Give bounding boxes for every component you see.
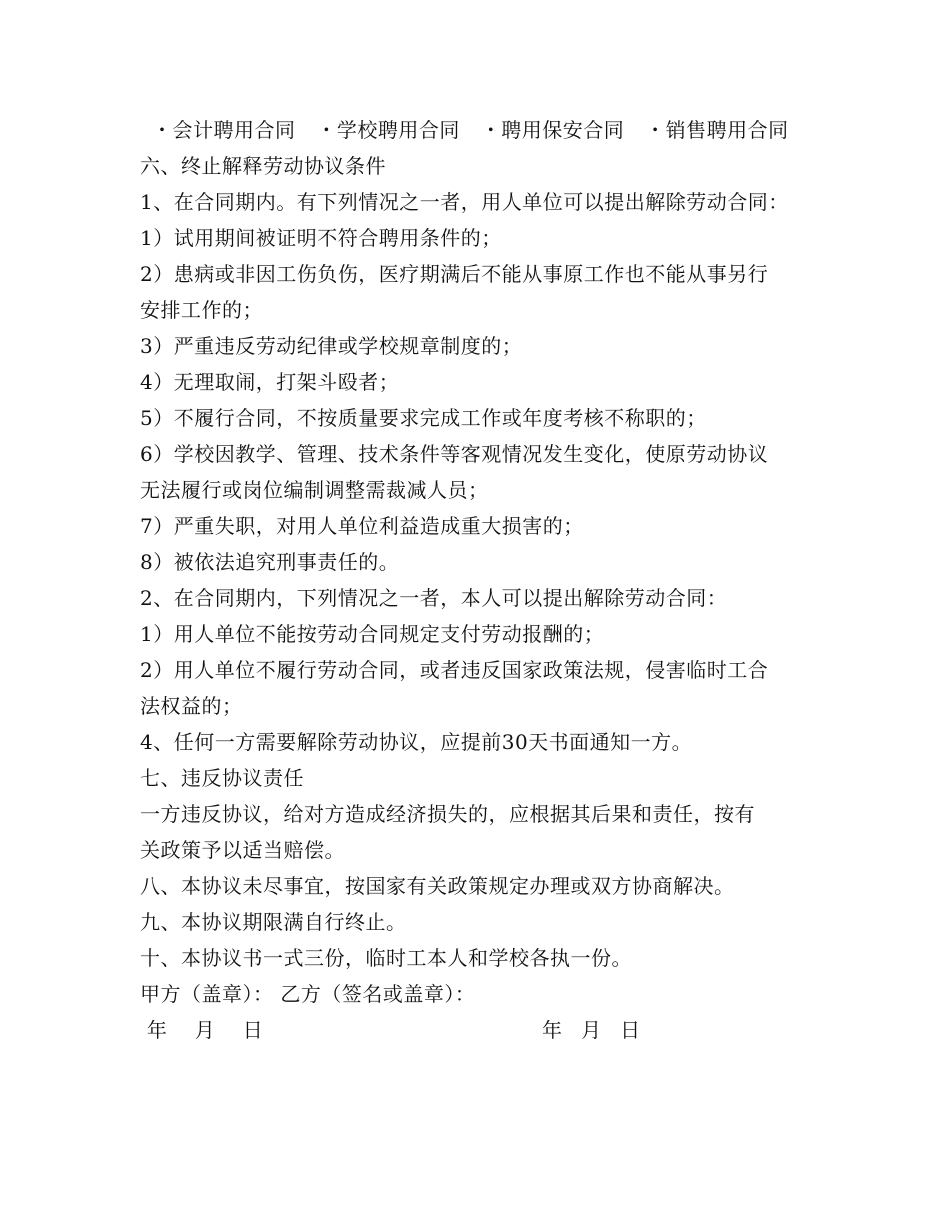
clause-employee-termination: 2、在合同期内，下列情况之一者，本人可以提出解除劳动合同：	[140, 586, 728, 610]
clause-liability-continued: 关政策予以适当赔偿。	[140, 838, 345, 862]
clause-item: 6）学校因教学、管理、技术条件等客观情况发生变化，使原劳动协议	[140, 442, 769, 466]
section-ten: 十、本协议书一式三份，临时工本人和学校各执一份。	[140, 946, 632, 970]
clause-item-continued: 安排工作的；	[140, 298, 263, 322]
clause-employer-termination: 1、在合同期内。有下列情况之一者，用人单位可以提出解除劳动合同：	[140, 190, 789, 214]
related-link-accounting-contract[interactable]: ・会计聘用合同	[152, 118, 296, 142]
clause-item: 2）用人单位不履行劳动合同，或者违反国家政策法规，侵害临时工合	[140, 658, 769, 682]
related-link-security-contract[interactable]: ・聘用保安合同	[480, 118, 625, 142]
clause-item: 4）无理取闹，打架斗殴者；	[140, 370, 400, 394]
clause-liability: 一方违反协议，给对方造成经济损失的，应根据其后果和责任，按有	[140, 802, 755, 826]
clause-item: 5）不履行合同，不按质量要求完成工作或年度考核不称职的；	[140, 406, 707, 430]
clause-item: 1）用人单位不能按劳动合同规定支付劳动报酬的；	[140, 622, 605, 646]
clause-item: 1）试用期间被证明不符合聘用条件的；	[140, 226, 502, 250]
signature-date-party-a: 年 月 日	[140, 1018, 264, 1042]
related-link-sales-contract[interactable]: ・销售聘用合同	[645, 118, 789, 142]
clause-item-continued: 法权益的；	[140, 694, 243, 718]
clause-item-continued: 无法履行或岗位编制调整需裁减人员；	[140, 478, 489, 502]
clause-item: 3）严重违反劳动纪律或学校规章制度的；	[140, 334, 523, 358]
section-six-heading: 六、终止解释劳动协议条件	[140, 154, 386, 178]
signature-parties: 甲方（盖章）： 乙方（签名或盖章）：	[140, 982, 476, 1006]
clause-item: 7）严重失职，对用人单位利益造成重大损害的；	[140, 514, 584, 538]
section-eight: 八、本协议未尽事宜，按国家有关政策规定办理或双方协商解决。	[140, 874, 735, 898]
section-nine: 九、本协议期限满自行终止。	[140, 910, 407, 934]
clause-notice-period: 4、任何一方需要解除劳动协议，应提前30天书面通知一方。	[140, 730, 693, 754]
clause-item: 2）患病或非因工伤负伤，医疗期满后不能从事原工作也不能从事另行	[140, 262, 769, 286]
related-link-school-contract[interactable]: ・学校聘用合同	[316, 118, 460, 142]
related-contracts-row	[152, 118, 803, 142]
section-seven-heading: 七、违反协议责任	[140, 766, 304, 790]
signature-date-party-b: 年 月 日	[542, 1018, 641, 1042]
clause-item: 8）被依法追究刑事责任的。	[140, 550, 400, 574]
